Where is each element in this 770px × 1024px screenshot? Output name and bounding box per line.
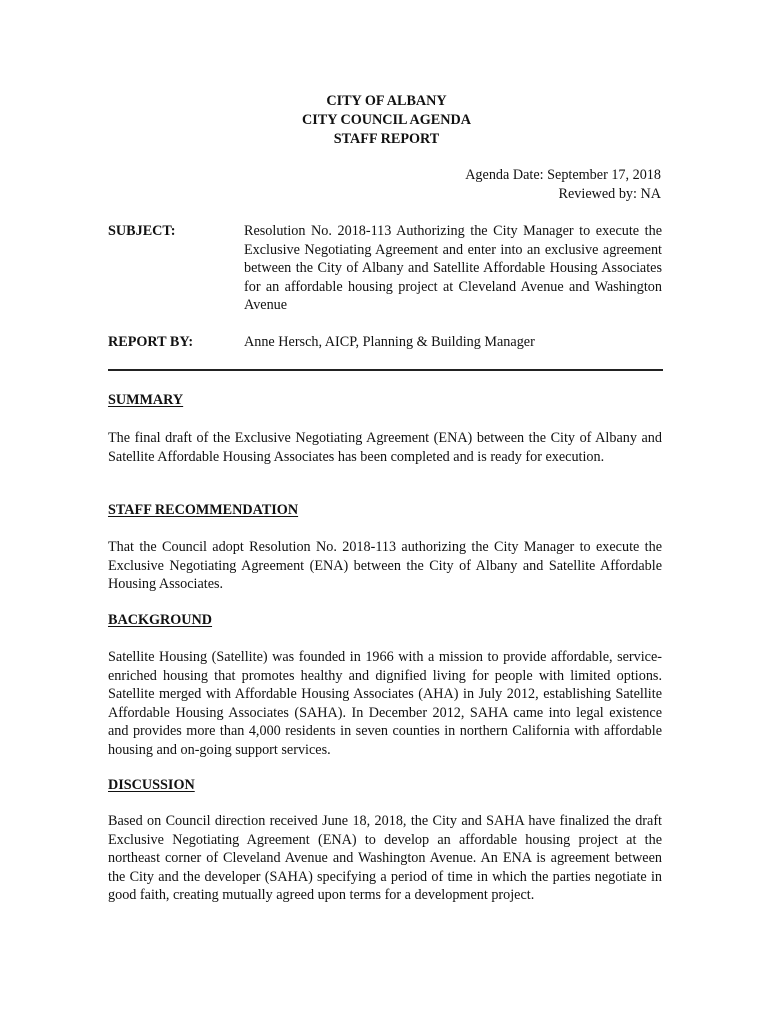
header-agenda: CITY COUNCIL AGENDA	[302, 112, 471, 128]
discussion-body: Based on Council direction received June 18, 2018, the City and SAHA have finalized the draft Exclusive Negotiating Agreement (ENA) to develop an affordable housing project at the northeast corner of Cleveland Avenue and Washington Avenue. An ENA is agreement between the City and the developer (SAHA) specifying a period of time in which the parties negotiate in good faith, creating mutually agreed upon terms for a development project.	[108, 813, 662, 904]
subject-label: SUBJECT:	[108, 223, 176, 239]
staff-recommendation-body: That the Council adopt Resolution No. 2018-113 authorizing the City Manager to execute the Exclusive Negotiating Agreement (ENA) between the City of Albany and Satellite Affordable Housing Associates.	[108, 539, 662, 593]
summary-heading: SUMMARY	[108, 392, 184, 408]
report-by-text: Anne Hersch, AICP, Planning & Building Manager	[244, 334, 535, 350]
header-city: CITY OF ALBANY	[326, 93, 447, 109]
subject-text: Resolution No. 2018-113 Authorizing the City Manager to execute the Exclusive Negotiating Agreement and enter into an exclusive agreement between the City of Albany and Satellite Affordable Housing Associates for an affordable housing project at Cleveland Avenue and Washington Avenue	[244, 223, 662, 314]
header-report-type: STAFF REPORT	[333, 131, 440, 147]
reviewed-by: Reviewed by: NA	[558, 186, 661, 202]
report-meta	[465, 166, 661, 204]
subject-row	[108, 222, 662, 315]
background-heading: BACKGROUND	[108, 612, 213, 628]
report-by-label: REPORT BY:	[108, 334, 194, 350]
agenda-date: Agenda Date: September 17, 2018	[465, 167, 661, 183]
discussion-heading: DISCUSSION	[108, 777, 195, 793]
background-body: Satellite Housing (Satellite) was founded in 1966 with a mission to provide affordable, service-enriched housing that promotes healthy and dignified living for people with limited options. Satellite merged with Affordable Housing Associates (AHA) in July 2012, establishing Satellite Affordable Housing Associates (SAHA). In December 2012, SAHA came into legal existence and provides more than 4,000 residents in seven counties in northern California with affordable housing and on-going support services.	[108, 649, 662, 758]
summary-body: The final draft of the Exclusive Negotiating Agreement (ENA) between the City of Albany and Satellite Affordable Housing Associates has been completed and is ready for execution.	[108, 430, 662, 465]
divider-rule	[108, 369, 663, 371]
report-header	[0, 92, 770, 149]
staff-recommendation-heading: STAFF RECOMMENDATION	[108, 502, 299, 518]
report-by-row	[108, 333, 662, 352]
